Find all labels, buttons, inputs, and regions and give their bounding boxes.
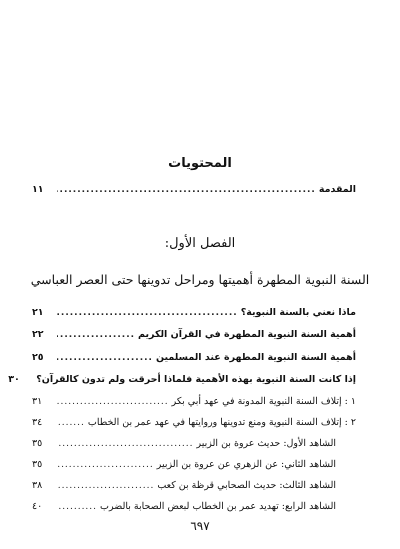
chapter-label: الفصل الأول: [164,236,236,251]
leader-dots [57,397,169,407]
toc-entry-page: ٣٠ [8,374,20,385]
toc-entry-page: ٣٤ [32,417,43,428]
toc-entry-label: أهمية السنة النبوية المطهرة عند المسلمين [155,352,356,363]
toc-entry-page: ٤٠ [32,501,43,512]
toc-entry-page: ٢١ [32,307,44,318]
toc-entry [32,307,356,318]
leader-dots [57,418,85,428]
toc-entry-page: ٢٢ [32,329,44,340]
toc-witness-entry [32,501,336,512]
toc-entry [32,417,356,428]
toc-entry-label: الشاهد الأول: حديث عروة بن الزبير [196,438,336,449]
leader-dots [57,330,135,340]
toc-entry-label: الشاهد الرابع: تهديد عمر بن الخطاب لبعض الصحابة بالضرب [100,501,336,512]
toc-entry [32,352,356,363]
chapter-title: السنة النبوية المطهرة أهميتها ومراحل تدوينها حتى العصر العباسي [30,272,370,287]
toc-entry-label: ماذا نعني بالسنة النبوية؟ [240,307,356,318]
leader-dots [57,353,153,363]
toc-entry-introduction [32,184,356,195]
leader-dots [57,460,154,470]
toc-entry-page: ٢٥ [32,352,44,363]
leader-dots [57,502,97,512]
toc-witness-entry [32,480,336,491]
toc-entry-page: ٣١ [32,396,43,407]
toc-entry-page: ١١ [32,184,44,195]
toc-entry-label: إذا كانت السنة النبوية بهذه الأهمية فلماذا أحرقت ولم تدون كالقرآن؟ [36,374,356,385]
toc-witness-entry [32,459,336,470]
toc-entry [32,329,356,340]
toc-entry-label: الشاهد الثالث: حديث الصحابي قرظة بن كعب [157,480,336,491]
toc-entry-label: المقدمة [318,184,356,195]
toc-entry-page: ٣٥ [32,438,43,449]
toc-entry-label: الشاهد الثاني: عن الزهري عن عروة بن الزبير [156,459,336,470]
toc-entry-label: ١ : إتلاف السنة النبوية المدونة في عهد أبي بكر [171,396,356,407]
leader-dots [57,481,154,491]
toc-entry [8,374,356,385]
contents-title: المحتويات [168,156,232,171]
toc-entry-label: أهمية السنة النبوية المطهرة في القرآن الكريم [138,329,356,340]
leader-dots [57,185,316,195]
toc-entry-page: ٣٥ [32,459,43,470]
toc-entry-page: ٣٨ [32,480,43,491]
leader-dots [57,439,194,449]
leader-dots [57,308,238,318]
page-number: ٦٩٧ [190,519,210,533]
toc-entry [32,396,356,407]
toc-entry-label: ٢ : إتلاف السنة النبوية ومنع تدوينها وروايتها في عهد عمر بن الخطاب [87,417,356,428]
toc-witness-entry [32,438,336,449]
